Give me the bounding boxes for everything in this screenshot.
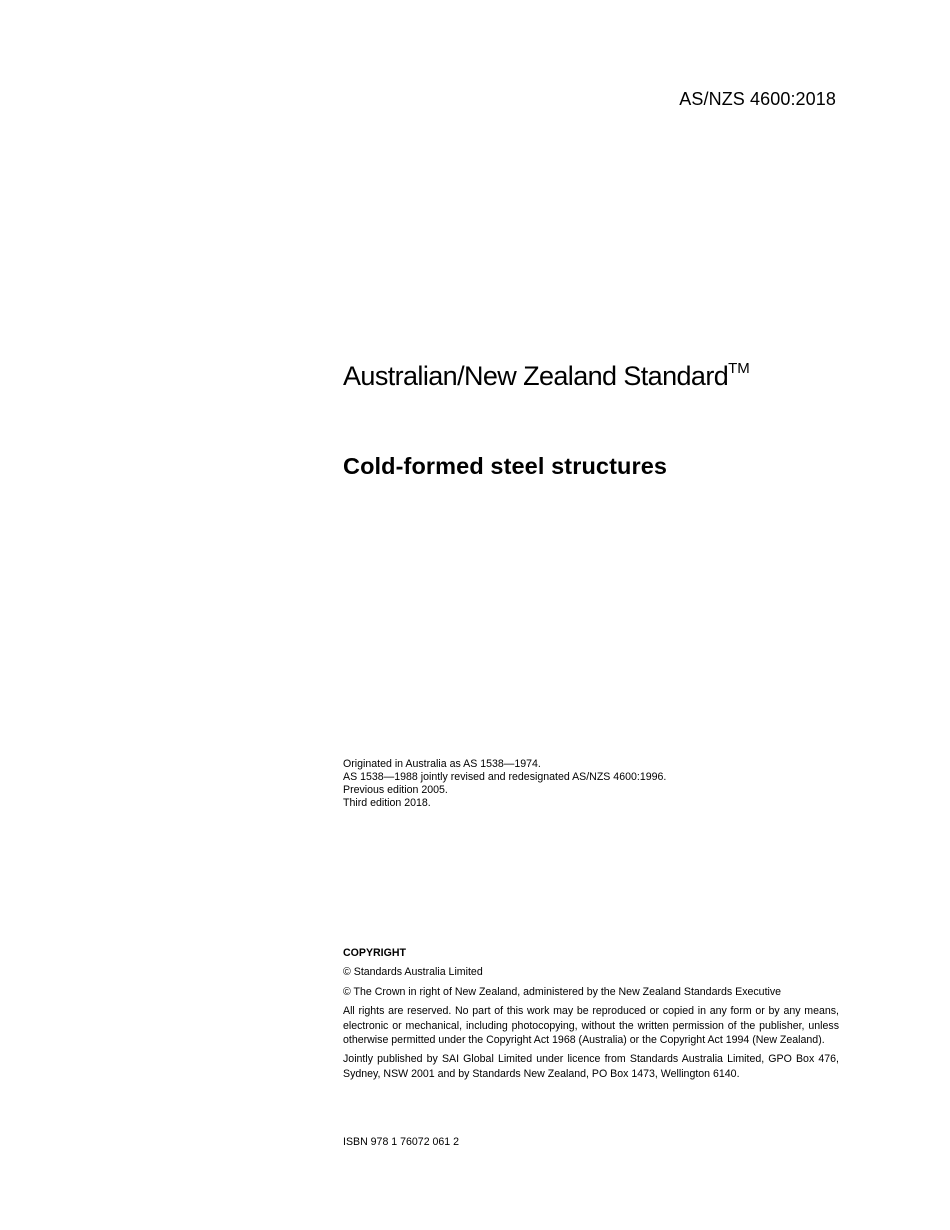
copyright-holder-new-zealand: © The Crown in right of New Zealand, administered by the New Zealand Standards Executive xyxy=(343,985,782,998)
rights-statement: All rights are reserved. No part of this work may be reproduced or copied in any form or by any means, electronic or mechanical, including photocopying, without the written permission of the publisher, unless otherwise permitted under the Copyright Act 1968 (Australia) or the Copyright Act 1994 (New Zealand). xyxy=(343,1005,839,1047)
history-line: Third edition 2018. xyxy=(343,797,431,809)
history-line: AS 1538—1988 jointly revised and redesignated AS/NZS 4600:1996. xyxy=(343,771,667,783)
isbn: ISBN 978 1 76072 061 2 xyxy=(343,1136,460,1148)
standard-number: AS/NZS 4600:2018 xyxy=(679,89,836,109)
copyright-block xyxy=(343,946,839,1086)
copyright-holder-australia: © Standards Australia Limited xyxy=(343,966,483,979)
copyright-heading: COPYRIGHT xyxy=(343,947,406,959)
document-title: Cold-formed steel structures xyxy=(343,453,668,479)
standard-type-text: Australian/New Zealand Standard xyxy=(343,361,729,391)
standard-type-heading xyxy=(343,360,750,392)
publisher-statement: Jointly published by SAI Global Limited under licence from Standards Australia Limited, GPO Box 476, Sydney, NSW 2001 and by Standards New Zealand, PO Box 1473, Wellington 6140. xyxy=(343,1053,839,1080)
history-line: Previous edition 2005. xyxy=(343,784,448,796)
edition-history xyxy=(343,758,666,810)
history-line: Originated in Australia as AS 1538—1974. xyxy=(343,758,541,770)
trademark-symbol: TM xyxy=(728,360,750,377)
